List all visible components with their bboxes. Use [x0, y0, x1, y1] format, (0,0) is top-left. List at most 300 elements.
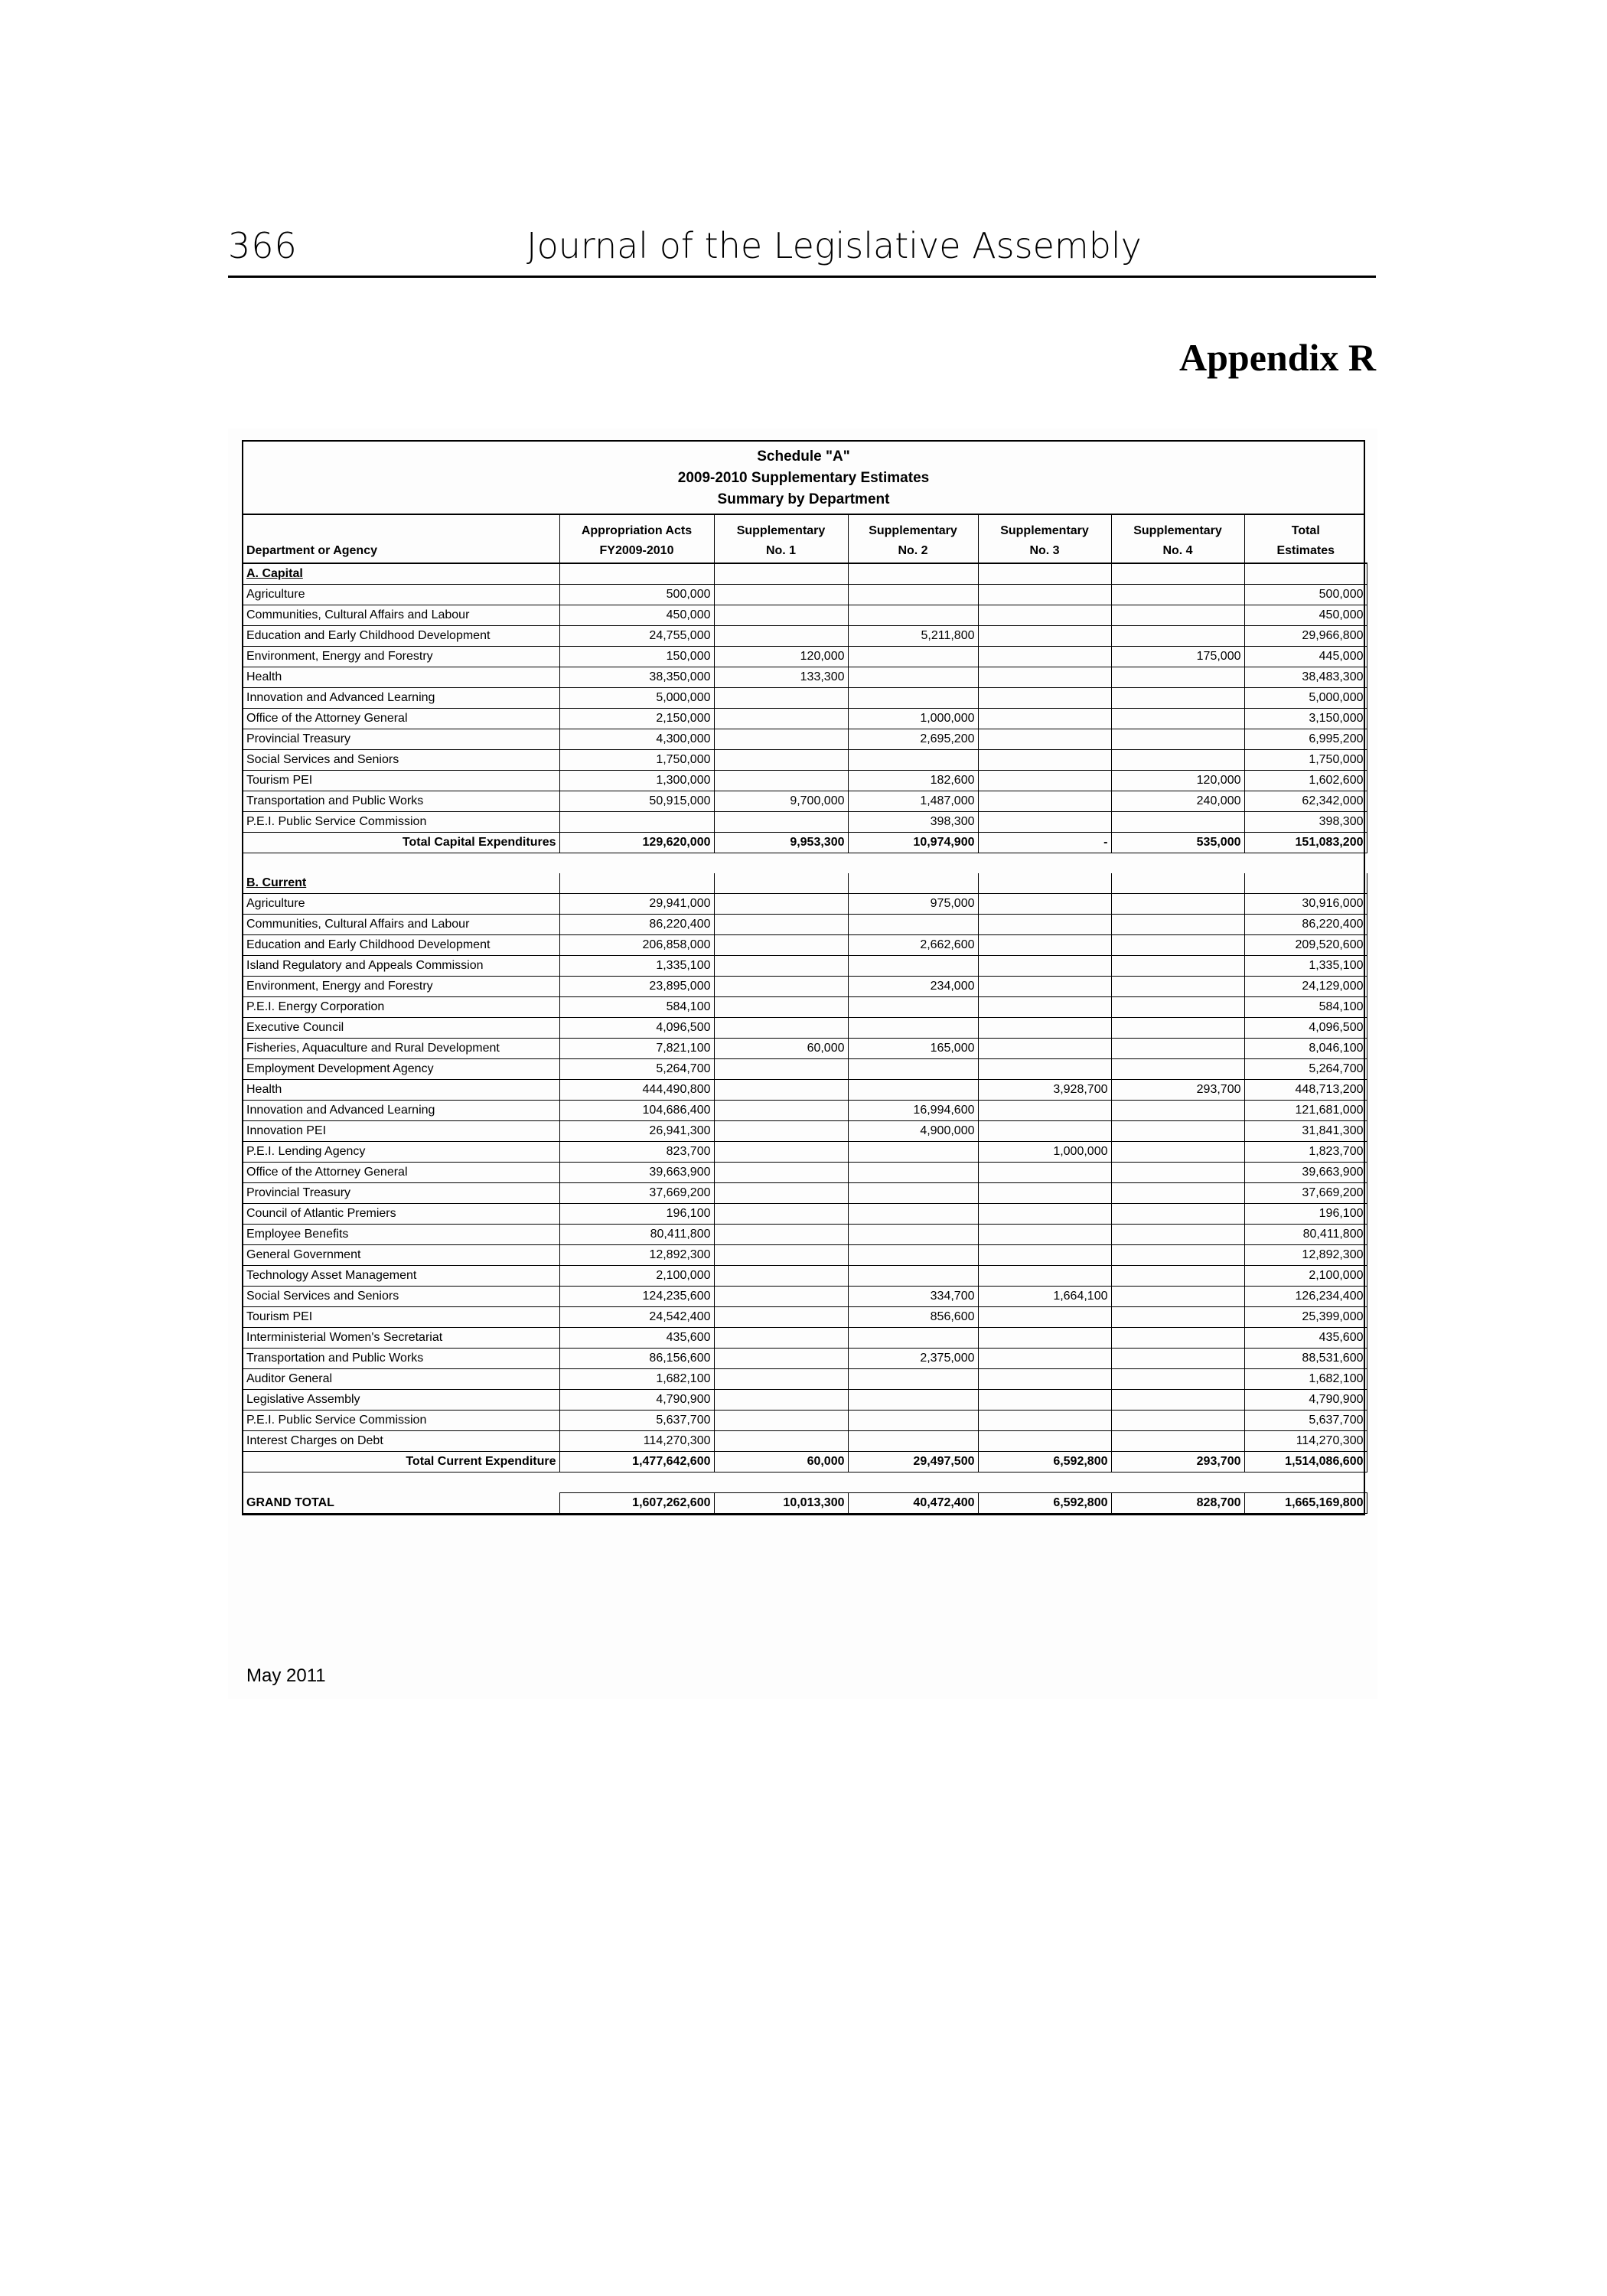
amount-cell-total: 448,713,200 [1244, 1080, 1367, 1101]
amount-cell-s3 [978, 1369, 1111, 1390]
grand-total-label: GRAND TOTAL [243, 1493, 559, 1514]
amount-cell-total: 121,681,000 [1244, 1101, 1367, 1121]
amount-cell-s2 [848, 1142, 978, 1163]
amount-cell-s1 [714, 1142, 848, 1163]
amount-cell-s3 [978, 1121, 1111, 1142]
amount-cell-s4 [1111, 605, 1244, 626]
table-row [243, 771, 1367, 791]
table-body [243, 563, 1367, 1514]
amount-cell-s1 [714, 585, 848, 605]
amount-cell-s1 [714, 1225, 848, 1245]
amount-cell-s1 [714, 1121, 848, 1142]
department-name: P.E.I. Public Service Commission [243, 812, 559, 833]
amount-cell-approp: 23,895,000 [559, 977, 714, 997]
table-row [243, 1080, 1367, 1101]
amount-cell-approp: 1,682,100 [559, 1369, 714, 1390]
amount-cell-s2 [848, 1163, 978, 1183]
amount-cell-s3 [978, 1163, 1111, 1183]
amount-cell-s2: 2,695,200 [848, 729, 978, 750]
department-name: Provincial Treasury [243, 1183, 559, 1204]
amount-cell-approp: 584,100 [559, 997, 714, 1018]
amount-cell-s2: 2,375,000 [848, 1349, 978, 1369]
table-row [243, 1349, 1367, 1369]
amount-cell-total: 1,335,100 [1244, 956, 1367, 977]
amount-cell-s3: 1,000,000 [978, 1142, 1111, 1163]
schedule-caption-line-3: Summary by Department [717, 491, 890, 507]
amount-cell-s4 [1111, 1225, 1244, 1245]
total-label: Total Current Expenditure [243, 1452, 559, 1473]
amount-cell-s3: 3,928,700 [978, 1080, 1111, 1101]
amount-cell-s4 [1111, 977, 1244, 997]
amount-cell-total: 1,682,100 [1244, 1369, 1367, 1390]
amount-cell-s4 [1111, 626, 1244, 647]
department-name: General Government [243, 1245, 559, 1266]
department-name: Office of the Attorney General [243, 1163, 559, 1183]
amount-cell-total: 5,000,000 [1244, 688, 1367, 709]
grand-total-cell-s2: 40,472,400 [848, 1493, 978, 1514]
department-name: Communities, Cultural Affairs and Labour [243, 915, 559, 935]
empty-cell [848, 873, 978, 894]
grand-total-cell-s4: 828,700 [1111, 1493, 1244, 1514]
amount-cell-s3 [978, 771, 1111, 791]
table-row [243, 1142, 1367, 1163]
amount-cell-total: 8,046,100 [1244, 1039, 1367, 1059]
amount-cell-approp: 114,270,300 [559, 1431, 714, 1452]
amount-cell-total: 209,520,600 [1244, 935, 1367, 956]
table-row [243, 688, 1367, 709]
amount-cell-approp: 38,350,000 [559, 667, 714, 688]
amount-cell-s1 [714, 915, 848, 935]
empty-cell [1244, 563, 1367, 585]
total-row [243, 833, 1367, 853]
amount-cell-approp [559, 812, 714, 833]
column-header-dept: Department or Agency [243, 515, 559, 563]
amount-cell-s2 [848, 1059, 978, 1080]
amount-cell-total: 126,234,400 [1244, 1287, 1367, 1307]
amount-cell-approp: 2,100,000 [559, 1266, 714, 1287]
amount-cell-s3 [978, 667, 1111, 688]
department-name: Education and Early Childhood Development [243, 626, 559, 647]
department-name: Tourism PEI [243, 1307, 559, 1328]
amount-cell-s2 [848, 647, 978, 667]
amount-cell-s2 [848, 1204, 978, 1225]
spacer-cell [243, 1473, 1367, 1493]
amount-cell-approp: 1,750,000 [559, 750, 714, 771]
table-row [243, 1390, 1367, 1411]
amount-cell-s2: 29,497,500 [848, 1452, 978, 1473]
table-row [243, 667, 1367, 688]
amount-cell-s2 [848, 750, 978, 771]
department-name: Innovation and Advanced Learning [243, 688, 559, 709]
amount-cell-total: 30,916,000 [1244, 894, 1367, 915]
amount-cell-s4 [1111, 1287, 1244, 1307]
amount-cell-total: 5,637,700 [1244, 1411, 1367, 1431]
amount-cell-s1 [714, 935, 848, 956]
amount-cell-s1 [714, 1390, 848, 1411]
amount-cell-total: 4,096,500 [1244, 1018, 1367, 1039]
department-name: Provincial Treasury [243, 729, 559, 750]
department-name: Social Services and Seniors [243, 750, 559, 771]
amount-cell-approp: 39,663,900 [559, 1163, 714, 1183]
amount-cell-approp: 104,686,400 [559, 1101, 714, 1121]
empty-cell [978, 873, 1111, 894]
amount-cell-total: 38,483,300 [1244, 667, 1367, 688]
amount-cell-s1 [714, 1431, 848, 1452]
department-name: Fisheries, Aquaculture and Rural Development [243, 1039, 559, 1059]
amount-cell-approp: 196,100 [559, 1204, 714, 1225]
amount-cell-s2 [848, 1431, 978, 1452]
grand-total-cell-s1: 10,013,300 [714, 1493, 848, 1514]
column-header-supplementary-4: Supplementary No. 4 [1111, 515, 1244, 563]
amount-cell-s3 [978, 1101, 1111, 1121]
amount-cell-s3 [978, 812, 1111, 833]
amount-cell-s4 [1111, 1390, 1244, 1411]
amount-cell-approp: 1,300,000 [559, 771, 714, 791]
estimates-table [243, 515, 1367, 1514]
table-row [243, 1431, 1367, 1452]
amount-cell-s4 [1111, 1142, 1244, 1163]
amount-cell-s1 [714, 1204, 848, 1225]
amount-cell-total: 500,000 [1244, 585, 1367, 605]
amount-cell-s3 [978, 1390, 1111, 1411]
schedule-table-frame [242, 440, 1365, 1515]
amount-cell-s4 [1111, 935, 1244, 956]
amount-cell-s3: 6,592,800 [978, 1452, 1111, 1473]
table-row [243, 977, 1367, 997]
amount-cell-total: 1,514,086,600 [1244, 1452, 1367, 1473]
amount-cell-s3 [978, 585, 1111, 605]
department-name: Health [243, 667, 559, 688]
amount-cell-approp: 450,000 [559, 605, 714, 626]
amount-cell-approp: 206,858,000 [559, 935, 714, 956]
amount-cell-s2 [848, 1390, 978, 1411]
department-name: Employee Benefits [243, 1225, 559, 1245]
amount-cell-s2: 10,974,900 [848, 833, 978, 853]
amount-cell-s4 [1111, 1039, 1244, 1059]
section-label-row [243, 563, 1367, 585]
department-name: Health [243, 1080, 559, 1101]
amount-cell-s1 [714, 997, 848, 1018]
table-row [243, 894, 1367, 915]
amount-cell-s2: 165,000 [848, 1039, 978, 1059]
amount-cell-s4 [1111, 1266, 1244, 1287]
amount-cell-approp: 86,220,400 [559, 915, 714, 935]
amount-cell-s1 [714, 1080, 848, 1101]
amount-cell-s1 [714, 812, 848, 833]
table-row [243, 935, 1367, 956]
amount-cell-s4 [1111, 1328, 1244, 1349]
department-name: Island Regulatory and Appeals Commission [243, 956, 559, 977]
amount-cell-total: 24,129,000 [1244, 977, 1367, 997]
amount-cell-s1: 60,000 [714, 1039, 848, 1059]
amount-cell-total: 80,411,800 [1244, 1225, 1367, 1245]
amount-cell-approp: 4,300,000 [559, 729, 714, 750]
column-header-total: Total Estimates [1244, 515, 1367, 563]
table-row [243, 915, 1367, 935]
table-row [243, 1245, 1367, 1266]
amount-cell-s1 [714, 1183, 848, 1204]
amount-cell-s2: 398,300 [848, 812, 978, 833]
amount-cell-s2 [848, 688, 978, 709]
amount-cell-approp: 12,892,300 [559, 1245, 714, 1266]
section-label-row [243, 873, 1367, 894]
amount-cell-s4 [1111, 1018, 1244, 1039]
amount-cell-s4 [1111, 1183, 1244, 1204]
table-row [243, 1101, 1367, 1121]
grand-total-cell-approp: 1,607,262,600 [559, 1493, 714, 1514]
amount-cell-s4 [1111, 1101, 1244, 1121]
amount-cell-s1 [714, 1411, 848, 1431]
amount-cell-total: 6,995,200 [1244, 729, 1367, 750]
amount-cell-s2: 5,211,800 [848, 626, 978, 647]
empty-cell [1244, 873, 1367, 894]
amount-cell-s4 [1111, 667, 1244, 688]
amount-cell-approp: 5,000,000 [559, 688, 714, 709]
department-name: Office of the Attorney General [243, 709, 559, 729]
amount-cell-total: 86,220,400 [1244, 915, 1367, 935]
empty-cell [559, 563, 714, 585]
amount-cell-total: 31,841,300 [1244, 1121, 1367, 1142]
amount-cell-s4: 535,000 [1111, 833, 1244, 853]
total-label: Total Capital Expenditures [243, 833, 559, 853]
amount-cell-s2 [848, 667, 978, 688]
amount-cell-s3 [978, 605, 1111, 626]
amount-cell-total: 196,100 [1244, 1204, 1367, 1225]
amount-cell-s4 [1111, 1431, 1244, 1452]
department-name: P.E.I. Public Service Commission [243, 1411, 559, 1431]
amount-cell-s4 [1111, 688, 1244, 709]
amount-cell-total: 1,750,000 [1244, 750, 1367, 771]
amount-cell-s3 [978, 1431, 1111, 1452]
amount-cell-approp: 129,620,000 [559, 833, 714, 853]
table-row [243, 605, 1367, 626]
amount-cell-approp: 7,821,100 [559, 1039, 714, 1059]
amount-cell-s4 [1111, 750, 1244, 771]
amount-cell-s4 [1111, 915, 1244, 935]
column-header-supplementary-1: Supplementary No. 1 [714, 515, 848, 563]
amount-cell-s1 [714, 956, 848, 977]
amount-cell-s3 [978, 1183, 1111, 1204]
column-header-supplementary-2: Supplementary No. 2 [848, 515, 978, 563]
amount-cell-total: 3,150,000 [1244, 709, 1367, 729]
amount-cell-s2 [848, 1018, 978, 1039]
amount-cell-approp: 24,755,000 [559, 626, 714, 647]
empty-cell [714, 873, 848, 894]
amount-cell-total: 12,892,300 [1244, 1245, 1367, 1266]
table-row [243, 1328, 1367, 1349]
amount-cell-total: 584,100 [1244, 997, 1367, 1018]
department-name: Social Services and Seniors [243, 1287, 559, 1307]
grand-total-cell-s3: 6,592,800 [978, 1493, 1111, 1514]
amount-cell-approp: 500,000 [559, 585, 714, 605]
department-name: Education and Early Childhood Development [243, 935, 559, 956]
amount-cell-s4 [1111, 1163, 1244, 1183]
amount-cell-approp: 150,000 [559, 647, 714, 667]
amount-cell-s1 [714, 894, 848, 915]
amount-cell-approp: 24,542,400 [559, 1307, 714, 1328]
amount-cell-approp: 5,637,700 [559, 1411, 714, 1431]
amount-cell-s2 [848, 1369, 978, 1390]
amount-cell-s4: 175,000 [1111, 647, 1244, 667]
schedule-caption-line-2: 2009-2010 Supplementary Estimates [677, 470, 930, 486]
amount-cell-s4 [1111, 1121, 1244, 1142]
amount-cell-s4 [1111, 1349, 1244, 1369]
department-name: Executive Council [243, 1018, 559, 1039]
empty-cell [848, 563, 978, 585]
amount-cell-s1 [714, 688, 848, 709]
schedule-caption-line-1: Schedule "A" [757, 448, 850, 465]
department-name: Innovation PEI [243, 1121, 559, 1142]
table-row [243, 647, 1367, 667]
amount-cell-s3 [978, 1411, 1111, 1431]
amount-cell-s1 [714, 1369, 848, 1390]
amount-cell-s3 [978, 1307, 1111, 1328]
amount-cell-s3 [978, 709, 1111, 729]
amount-cell-s3 [978, 1018, 1111, 1039]
department-name: Environment, Energy and Forestry [243, 977, 559, 997]
amount-cell-s1: 9,700,000 [714, 791, 848, 812]
amount-cell-s4 [1111, 585, 1244, 605]
amount-cell-s2: 975,000 [848, 894, 978, 915]
amount-cell-total: 37,669,200 [1244, 1183, 1367, 1204]
amount-cell-s1 [714, 750, 848, 771]
amount-cell-s1 [714, 977, 848, 997]
department-name: Agriculture [243, 894, 559, 915]
amount-cell-s3 [978, 647, 1111, 667]
amount-cell-approp: 29,941,000 [559, 894, 714, 915]
table-row [243, 1225, 1367, 1245]
amount-cell-s3 [978, 791, 1111, 812]
amount-cell-s3 [978, 1349, 1111, 1369]
column-header-row [243, 515, 1367, 563]
amount-cell-s2 [848, 1225, 978, 1245]
empty-cell [714, 563, 848, 585]
amount-cell-s2: 2,662,600 [848, 935, 978, 956]
amount-cell-total: 25,399,000 [1244, 1307, 1367, 1328]
amount-cell-s4 [1111, 997, 1244, 1018]
amount-cell-s3: - [978, 833, 1111, 853]
amount-cell-s2 [848, 997, 978, 1018]
amount-cell-total: 151,083,200 [1244, 833, 1367, 853]
department-name: Environment, Energy and Forestry [243, 647, 559, 667]
amount-cell-approp: 37,669,200 [559, 1183, 714, 1204]
amount-cell-s1: 133,300 [714, 667, 848, 688]
amount-cell-approp: 444,490,800 [559, 1080, 714, 1101]
section-label: A. Capital [243, 563, 559, 585]
amount-cell-s2 [848, 1328, 978, 1349]
department-name: P.E.I. Energy Corporation [243, 997, 559, 1018]
amount-cell-total: 4,790,900 [1244, 1390, 1367, 1411]
column-header-supplementary-3: Supplementary No. 3 [978, 515, 1111, 563]
table-row [243, 709, 1367, 729]
amount-cell-approp: 1,477,642,600 [559, 1452, 714, 1473]
grand-total-cell-total: 1,665,169,800 [1244, 1493, 1367, 1514]
empty-cell [1111, 563, 1244, 585]
amount-cell-s4 [1111, 1059, 1244, 1080]
amount-cell-s1 [714, 1307, 848, 1328]
amount-cell-s4 [1111, 894, 1244, 915]
amount-cell-s2 [848, 1245, 978, 1266]
amount-cell-s2: 1,000,000 [848, 709, 978, 729]
amount-cell-s2 [848, 1266, 978, 1287]
table-row [243, 791, 1367, 812]
amount-cell-s2 [848, 605, 978, 626]
table-row [243, 1307, 1367, 1328]
table-row [243, 1287, 1367, 1307]
amount-cell-total: 435,600 [1244, 1328, 1367, 1349]
table-row [243, 812, 1367, 833]
amount-cell-s1 [714, 1266, 848, 1287]
department-name: Tourism PEI [243, 771, 559, 791]
spacer-cell [243, 853, 1367, 874]
table-row [243, 729, 1367, 750]
journal-title: Journal of the Legislative Assembly [526, 225, 1142, 266]
amount-cell-s3 [978, 977, 1111, 997]
amount-cell-total: 398,300 [1244, 812, 1367, 833]
table-row [243, 956, 1367, 977]
amount-cell-s1 [714, 605, 848, 626]
amount-cell-s3 [978, 1225, 1111, 1245]
table-row [243, 1204, 1367, 1225]
table-row [243, 1183, 1367, 1204]
amount-cell-s3 [978, 1266, 1111, 1287]
amount-cell-s3 [978, 1245, 1111, 1266]
amount-cell-s1: 9,953,300 [714, 833, 848, 853]
amount-cell-s2 [848, 915, 978, 935]
amount-cell-s2 [848, 1080, 978, 1101]
department-name: Transportation and Public Works [243, 791, 559, 812]
department-name: Employment Development Agency [243, 1059, 559, 1080]
department-name: Communities, Cultural Affairs and Labour [243, 605, 559, 626]
table-row [243, 997, 1367, 1018]
page-header [228, 222, 1376, 278]
department-name: Innovation and Advanced Learning [243, 1101, 559, 1121]
department-name: Legislative Assembly [243, 1390, 559, 1411]
amount-cell-s2 [848, 585, 978, 605]
amount-cell-s3 [978, 1059, 1111, 1080]
amount-cell-s2: 4,900,000 [848, 1121, 978, 1142]
empty-cell [559, 873, 714, 894]
table-row [243, 750, 1367, 771]
amount-cell-s2 [848, 956, 978, 977]
amount-cell-s2: 234,000 [848, 977, 978, 997]
table-row [243, 1018, 1367, 1039]
amount-cell-s4 [1111, 1369, 1244, 1390]
amount-cell-s4: 293,700 [1111, 1452, 1244, 1473]
amount-cell-s3 [978, 1328, 1111, 1349]
amount-cell-s1 [714, 1163, 848, 1183]
schedule-caption [243, 442, 1364, 515]
amount-cell-approp: 4,096,500 [559, 1018, 714, 1039]
amount-cell-total: 39,663,900 [1244, 1163, 1367, 1183]
amount-cell-s3 [978, 750, 1111, 771]
department-name: P.E.I. Lending Agency [243, 1142, 559, 1163]
amount-cell-s4: 293,700 [1111, 1080, 1244, 1101]
department-name: Technology Asset Management [243, 1266, 559, 1287]
amount-cell-s2: 16,994,600 [848, 1101, 978, 1121]
amount-cell-total: 5,264,700 [1244, 1059, 1367, 1080]
amount-cell-s1 [714, 771, 848, 791]
amount-cell-approp: 80,411,800 [559, 1225, 714, 1245]
table-row [243, 1059, 1367, 1080]
amount-cell-s2: 1,487,000 [848, 791, 978, 812]
amount-cell-total: 2,100,000 [1244, 1266, 1367, 1287]
amount-cell-s3 [978, 894, 1111, 915]
amount-cell-s4 [1111, 709, 1244, 729]
amount-cell-s3 [978, 935, 1111, 956]
amount-cell-s1 [714, 1287, 848, 1307]
amount-cell-s3 [978, 1204, 1111, 1225]
